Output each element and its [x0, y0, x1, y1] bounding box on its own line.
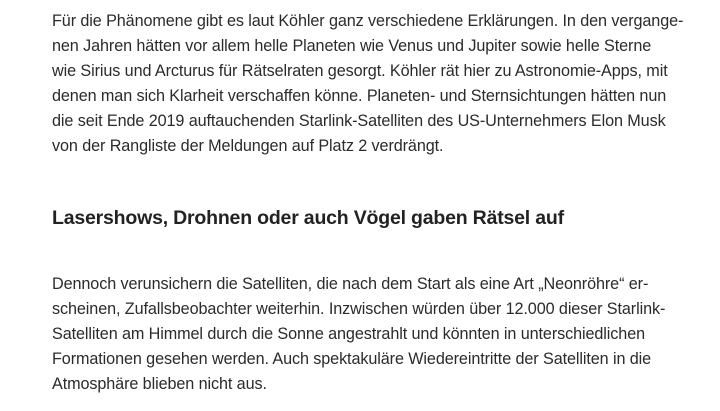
paragraph-line: Atmosphäre blieben nicht aus. [52, 375, 267, 393]
paragraph-line: von der Rangliste der Meldungen auf Platz 2 verdrängt. [52, 137, 444, 155]
article-paragraph [52, 272, 682, 397]
paragraph-line: Dennoch verunsichern die Satelliten, die nach dem Start als eine Art „Neonröhre“ er- [52, 275, 649, 293]
article-paragraph [52, 9, 682, 159]
paragraph-line: nen Jahren hätten vor allem helle Planeten wie Venus und Jupiter sowie helle Sterne [52, 37, 652, 55]
paragraph-line: die seit Ende 2019 auftauchenden Starlink-Satelliten des US-Unternehmers Elon Musk [52, 112, 666, 130]
paragraph-line: Formationen gesehen werden. Auch spektakuläre Wiedereintritte der Satelliten in die [52, 350, 652, 368]
paragraph-line: scheinen, Zufallsbeobachter weiterhin. Inzwischen würden über 12.000 dieser Starlink- [52, 300, 666, 318]
paragraph-line: Satelliten am Himmel durch die Sonne angestrahlt und könnten in unterschiedlichen [52, 325, 645, 343]
section-heading: Lasershows, Drohnen oder auch Vögel gaben Rätsel auf [52, 207, 564, 229]
paragraph-line: Für die Phänomene gibt es laut Köhler ganz verschiedene Erklärungen. In den vergange- [52, 12, 684, 30]
paragraph-line: denen man sich Klarheit verschaffen könne. Planeten- und Sternsichtungen hätten nun [52, 87, 667, 105]
paragraph-line: wie Sirius und Arcturus für Rätselraten gesorgt. Köhler rät hier zu Astronomie-Apps, mit [52, 62, 668, 80]
